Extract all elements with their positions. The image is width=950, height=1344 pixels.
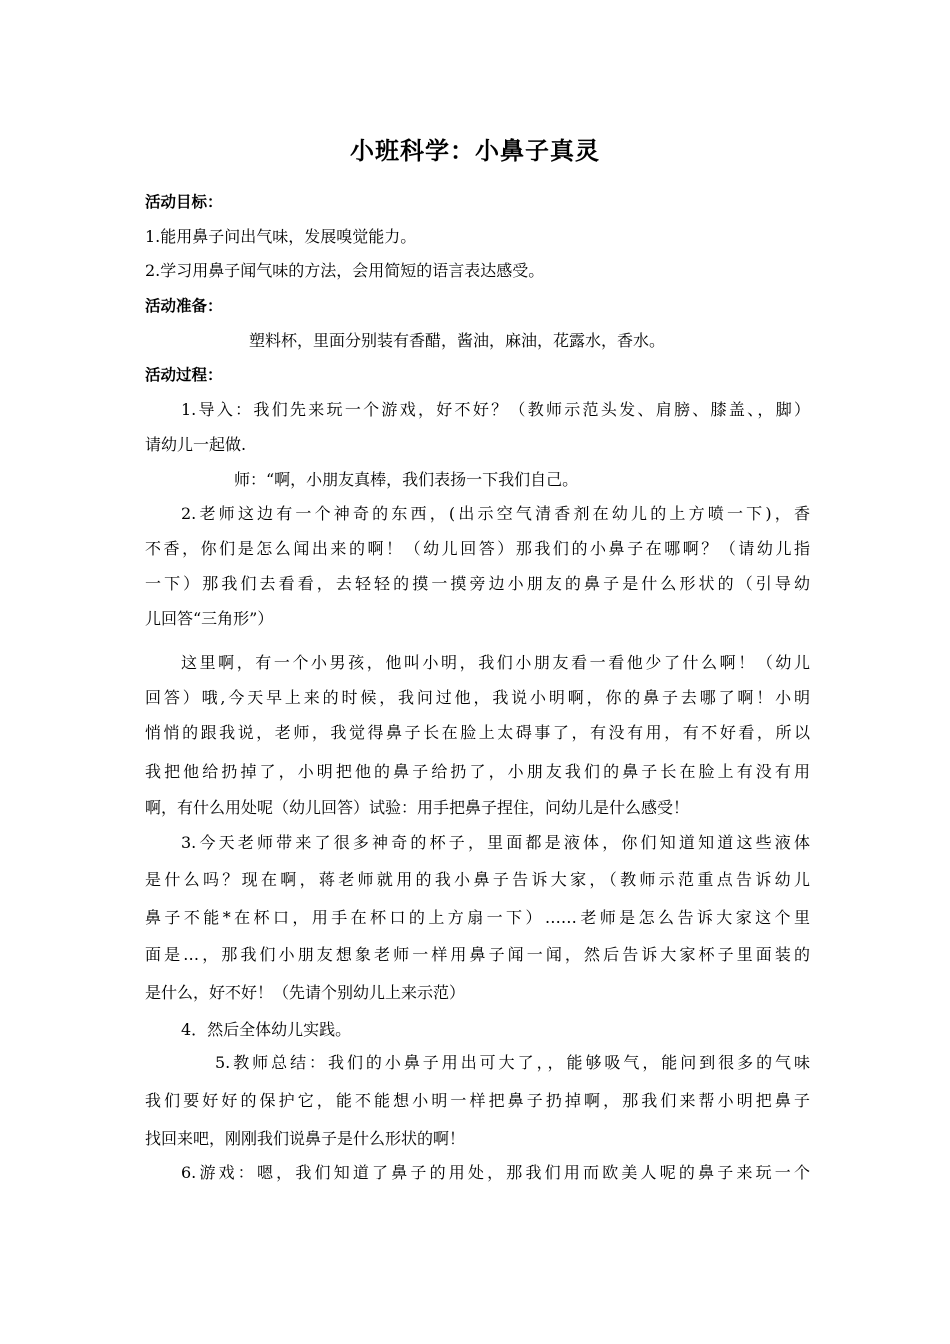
prep-text: 塑料杯，里面分别装有香醋，酱油，麻油，花露水，香水。: [249, 331, 666, 350]
process-line: 是什么吗？现在啊，蒋老师就用的我小鼻子告诉大家，（教师示范重点告诉幼儿: [145, 870, 810, 889]
process-line: 我把他给扔掉了，小明把他的鼻子给扔了，小朋友我们的鼻子长在脸上有没有用: [145, 762, 810, 781]
process-heading: 活动过程：: [145, 366, 223, 384]
process-line: 4．然后全体幼儿实践。: [181, 1020, 352, 1039]
process-line: 我们要好好的保护它，能不能想小明一样把鼻子扔掉啊，那我们来帮小明把鼻子: [145, 1091, 810, 1110]
process-line: 师：“啊，小朋友真棒，我们表扬一下我们自己。: [234, 470, 579, 489]
process-line: 啊，有什么用处呢（幼儿回答）试验：用手把鼻子捏住，问幼儿是什么感受！: [145, 798, 690, 817]
process-line: 5.教师总结：我们的小鼻子用出可大了，，能够吸气，能问到很多的气味: [215, 1053, 810, 1072]
process-line: 儿回答“三角形”）: [145, 609, 274, 628]
process-line: 6.游戏：嗯，我们知道了鼻子的用处，那我们用而欧美人呢的鼻子来玩一个: [181, 1163, 810, 1182]
prep-heading: 活动准备：: [145, 297, 223, 315]
goal-item-1: 1.能用鼻子问出气味，发展嗅觉能力。: [145, 227, 417, 246]
process-line: 2.老师这边有一个神奇的东西，(出示空气清香剂在幼儿的上方喷一下)，香: [181, 504, 810, 523]
process-line: 回答）哦,今天早上来的时候，我问过他，我说小明啊，你的鼻子去哪了啊！小明: [145, 688, 810, 707]
process-line: 这里啊，有一个小男孩，他叫小明，我们小朋友看一看他少了什么啊！（幼儿: [181, 653, 810, 672]
goal-item-2: 2.学习用鼻子闻气味的方法，会用简短的语言表达感受。: [145, 261, 545, 280]
process-line: 找回来吧，刚刚我们说鼻子是什么形状的啊！: [145, 1129, 466, 1148]
process-line: 3.今天老师带来了很多神奇的杯子，里面都是液体，你们知道知道这些液体: [181, 833, 810, 852]
process-line: 不香，你们是怎么闻出来的啊！（幼儿回答）那我们的小鼻子在哪啊？（请幼儿指: [145, 539, 810, 558]
process-line: 一下）那我们去看看，去轻轻的摸一摸旁边小朋友的鼻子是什么形状的（引导幼: [145, 574, 810, 593]
process-line: 鼻子不能*在杯口，用手在杯口的上方扇一下）……老师是怎么告诉大家这个里: [145, 908, 810, 927]
document-title: 小班科学：小鼻子真灵: [350, 137, 600, 165]
process-line: 是什么，好不好！（先请个别幼儿上来示范）: [145, 983, 466, 1002]
process-line: 悄悄的跟我说，老师，我觉得鼻子长在脸上太碍事了，有没有用，有不好看，所以: [145, 723, 810, 742]
goal-heading: 活动目标：: [145, 193, 223, 211]
process-line: 面是…，那我们小朋友想象老师一样用鼻子闻一闻，然后告诉大家杯子里面装的: [145, 945, 810, 964]
process-line: 请幼儿一起做.: [145, 435, 247, 454]
process-line: 1.导入：我们先来玩一个游戏，好不好？（教师示范头发、肩膀、膝盖、，脚）: [181, 400, 810, 419]
